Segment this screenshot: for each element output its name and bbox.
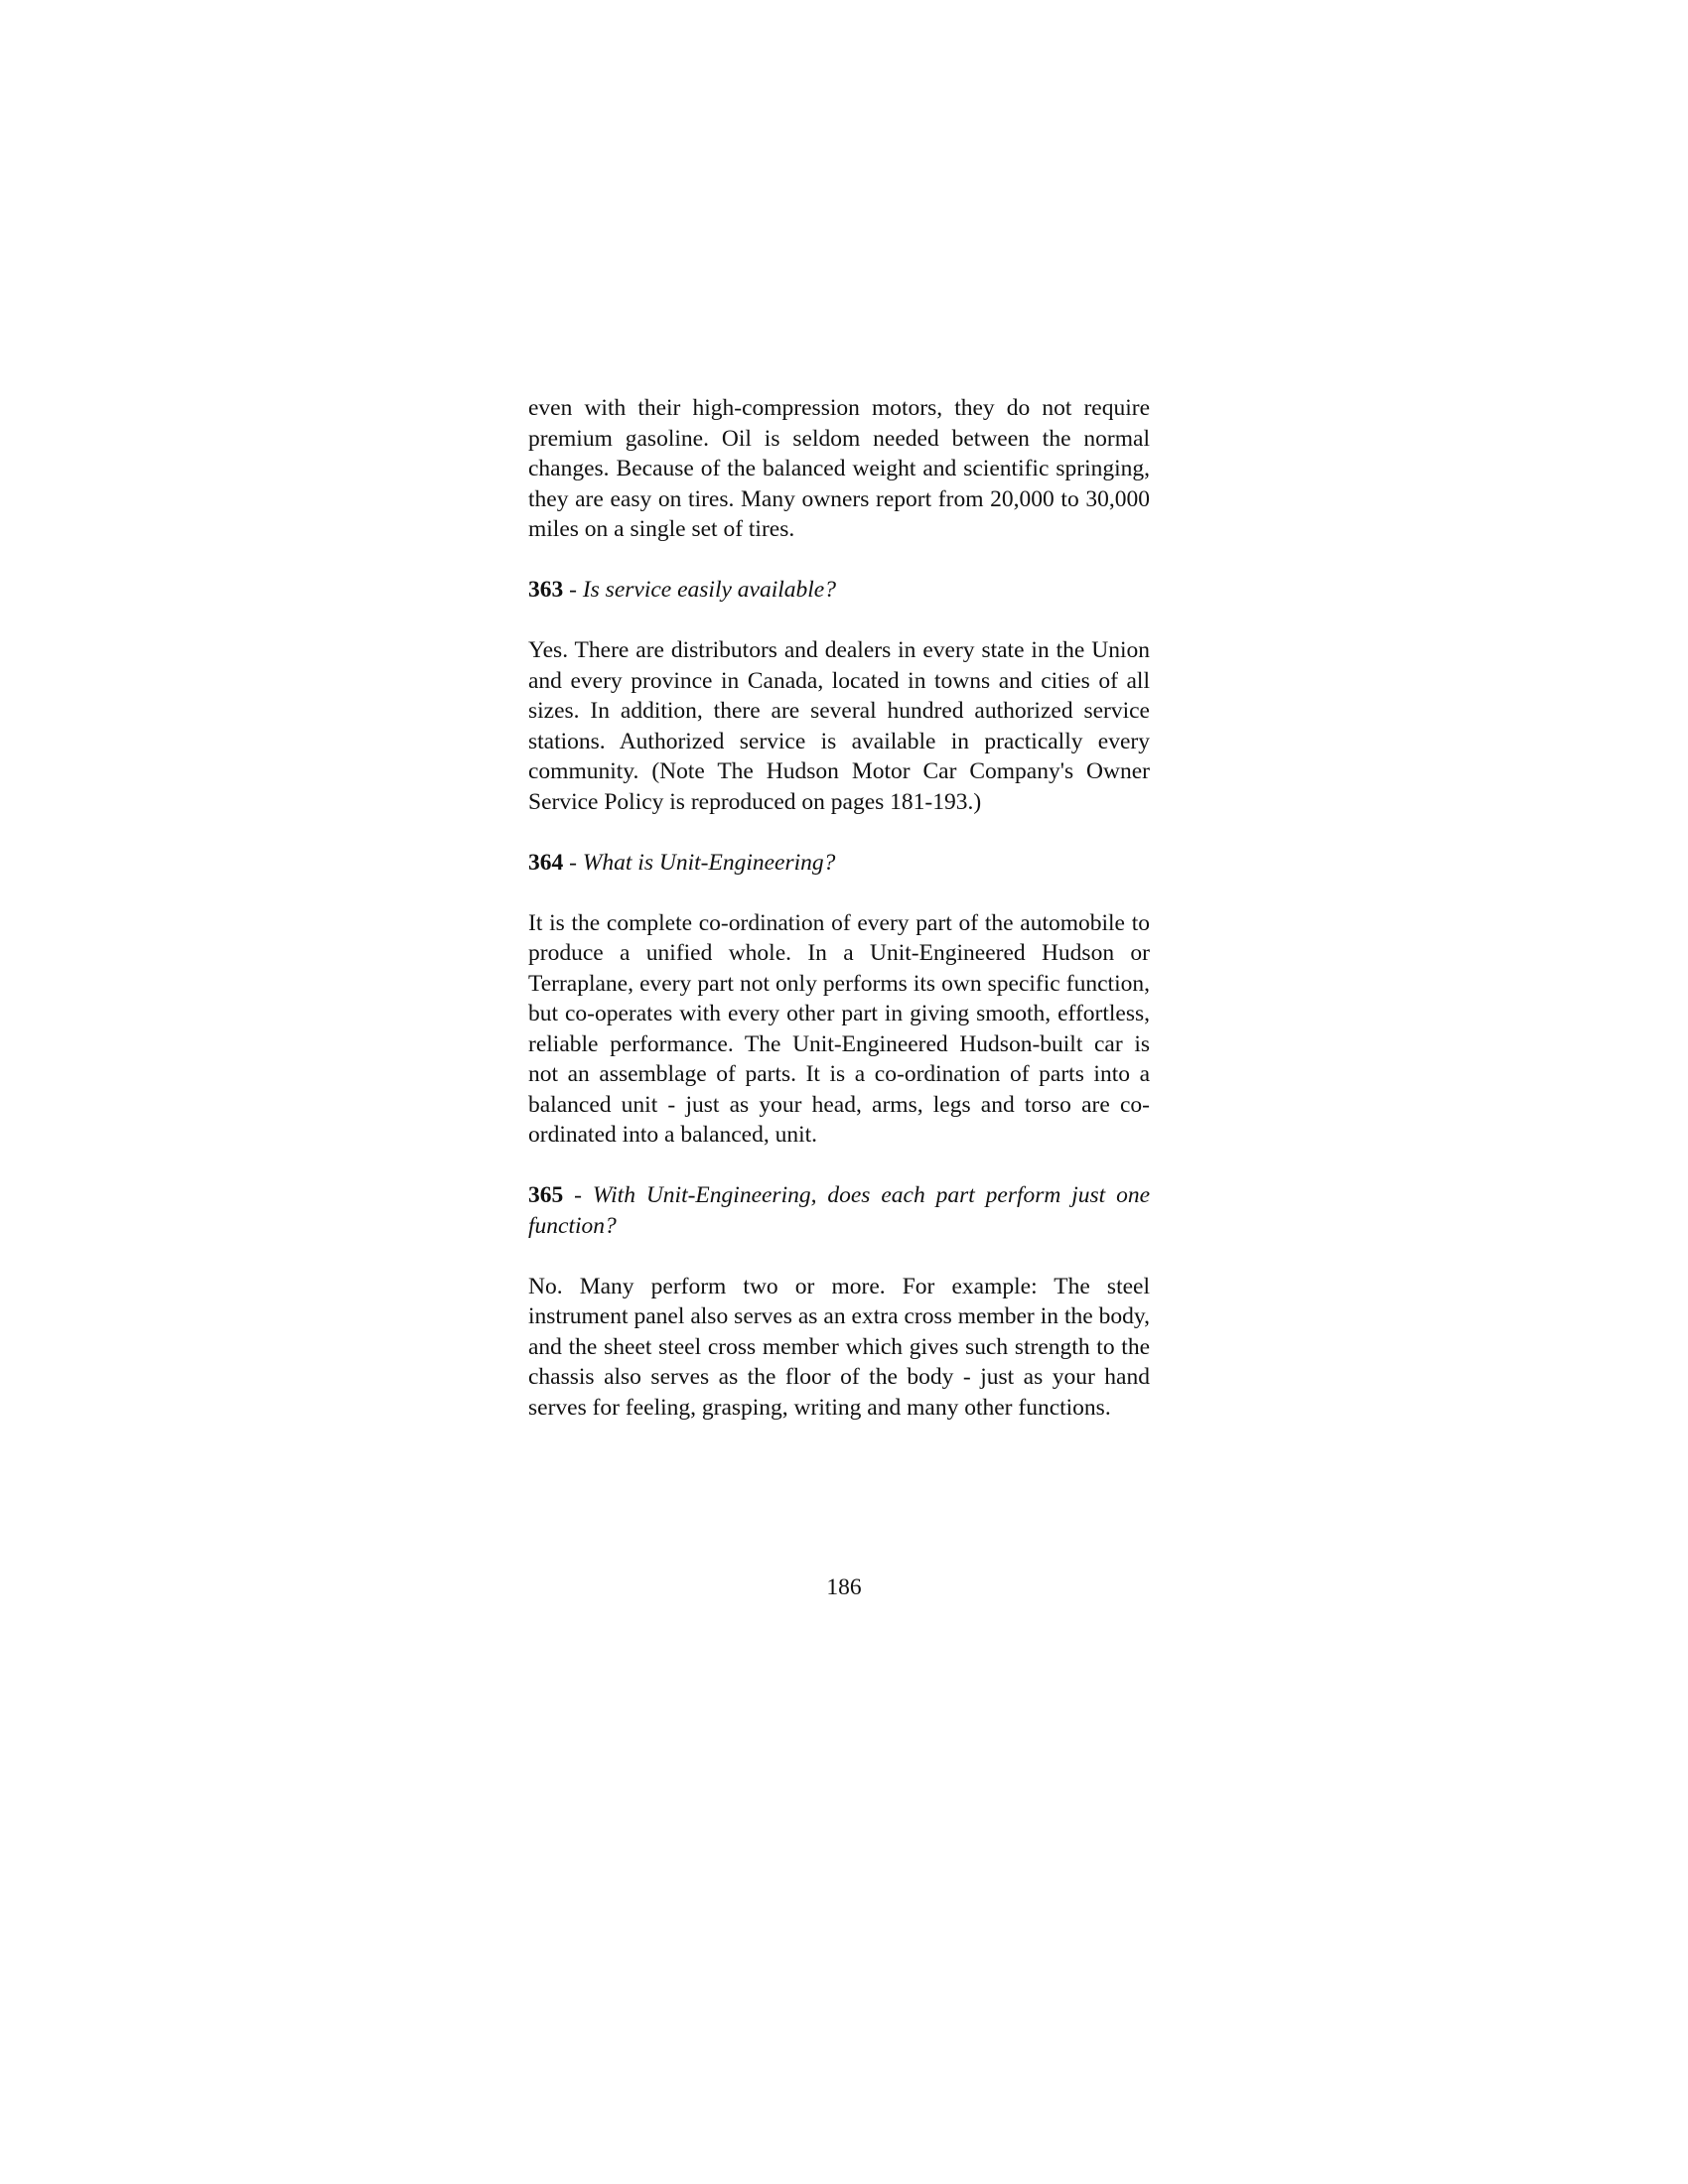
question-text: Is service easily available? <box>582 577 836 603</box>
question-363 <box>528 575 1150 606</box>
question-separator: - <box>563 1182 593 1208</box>
question-text: What is Unit-Engineering? <box>582 849 836 876</box>
intro-paragraph: even with their high-compression motors, they do not require premium gasoline. Oil is seldom needed between the normal changes. Because of the balanced weight and scientific springing, they are easy on tires. Many owners report from 20,000 to 30,000 miles on a single set of tires. <box>528 395 1150 542</box>
question-separator: - <box>563 849 583 876</box>
question-number: 364 <box>528 849 564 876</box>
question-separator: - <box>563 577 583 603</box>
question-364 <box>528 848 1150 879</box>
answer-363: Yes. There are distributors and dealers in every state in the Union and every province in Canada, located in towns and cities of all sizes. In addition, there are several hundred authorized service stations. Authorized service is available in practically every community. (Note The Hudson Motor Car Company's Owner Service Policy is reproduced on pages 181-193.) <box>528 637 1150 815</box>
page-number: 186 <box>826 1574 862 1600</box>
answer-365: No. Many perform two or more. For example: The steel instrument panel also serves as an extra cross member in the body, and the sheet steel cross member which gives such strength to the chassis also serves as the floor of the body - just as your hand serves for feeling, grasping, writing and many other functions. <box>528 1273 1150 1421</box>
question-number: 365 <box>528 1182 564 1208</box>
text-column <box>528 393 1150 1453</box>
question-365 <box>528 1180 1150 1241</box>
question-text: With Unit-Engineering, does each part perform just one function? <box>528 1182 1151 1239</box>
question-number: 363 <box>528 577 564 603</box>
answer-364: It is the complete co-ordination of every part of the automobile to produce a unified whole. In a Unit-Engineered Hudson or Terraplane, every part not only performs its own specific function, but co-operates with every other part in giving smooth, effortless, reliable performance. The Unit-Engineered Hudson-built car is not an assemblage of parts. It is a co-ordination of parts into a balanced unit - just as your head, arms, legs and torso are co-ordinated into a balanced, unit. <box>528 909 1150 1148</box>
